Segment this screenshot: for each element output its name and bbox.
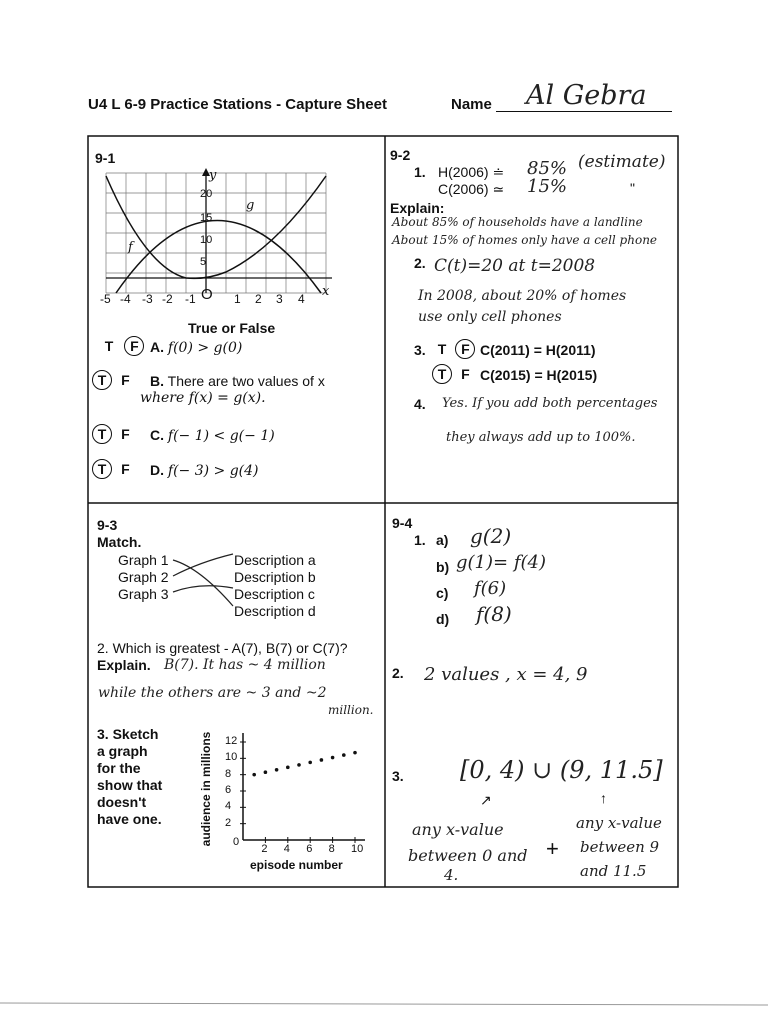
x-tick: 2 [255,292,262,306]
q3-left-2[interactable]: between 0 and [408,846,528,865]
tf-item-b-text: B. There are two values of x [150,373,325,389]
false-option[interactable]: F [121,461,130,477]
g-curve [116,221,321,294]
graph-f-label: f [128,240,133,255]
graph-x-label: x [322,284,330,299]
q2-answer-1[interactable]: B(7). It has ~ 4 million [164,657,326,673]
part-d-label: d) [436,611,450,627]
q3-left-1[interactable]: any x-value [412,820,504,839]
x-tick: -5 [100,292,111,306]
tf-item-a-text: A. f(0) > g(0) [150,339,243,356]
tf-item-b[interactable] [92,370,134,390]
explain-line-2[interactable]: About 15% of homes only have a cell phone [392,233,658,247]
q3-right-1[interactable]: any x-value [576,814,662,832]
arrow-2-icon: ↑ [600,790,607,806]
true-option-circled[interactable]: T [92,424,112,444]
x-tick: -4 [120,292,131,306]
y-tick-label: 10 [225,751,238,764]
x-tick: -2 [162,292,173,306]
section-9-1-label: 9-1 [95,150,116,166]
explain-label: Explain: [390,200,445,216]
match-label: Match. [97,534,142,550]
part-b-label: b) [436,559,450,575]
x-tick-label: 4 [283,843,290,855]
true-option[interactable]: T [104,338,114,354]
x-tick: 4 [298,292,305,306]
false-option-circled[interactable]: F [455,339,475,359]
graph-g-label: g [246,198,255,213]
name-label: Name [451,96,492,113]
y-tick-5: 5 [200,256,207,268]
part-a-answer[interactable]: g(2) [470,524,512,548]
tf-item-c[interactable] [92,424,134,444]
q3-right-2[interactable]: between 9 [580,838,660,856]
section-9-4-label: 9-4 [392,515,413,531]
true-option-circled[interactable]: T [92,370,112,390]
q2-question: 2. Which is greatest - A(7), B(7) or C(7)? [97,640,348,656]
q4-number: 4. [414,396,426,412]
graph-y-label: y [209,168,217,183]
q2-answer[interactable]: C(t)=20 at t=2008 [434,256,596,276]
graph-origin-label: O [201,286,213,303]
arrow-1-icon: ↗ [480,792,492,808]
y-tick-label: 2 [225,816,232,829]
q2-number: 2. [392,665,404,681]
y-tick-10: 10 [200,234,213,246]
false-option-circled[interactable]: F [124,336,144,356]
q1-number: 1. [414,164,426,180]
y-tick-20: 20 [200,188,213,200]
x-tick: -3 [142,292,153,306]
q3-number: 3. [414,342,426,358]
sketch-tick-labels [215,728,375,858]
q4-answer-2[interactable]: they always add up to 100%. [446,430,636,445]
origin-label: 0 [233,836,240,848]
description-a: Description a [234,552,316,568]
description-b: Description b [234,569,316,585]
match-lines [170,548,236,614]
part-a-label: a) [436,532,449,548]
x-tick: 3 [276,292,283,306]
y-tick-label: 12 [225,735,238,747]
q3-plus: + [546,836,559,861]
name-value[interactable]: Al Gebra [526,80,647,111]
tf-title: True or False [188,320,276,336]
q2-number: 2. [414,255,426,271]
graph-2-label: Graph 2 [118,569,169,585]
x-tick: 1 [234,292,241,306]
q3-right-3[interactable]: and 11.5 [580,862,647,880]
tf-item-a[interactable] [100,336,144,356]
part-c-label: c) [436,585,449,601]
explain-line-1[interactable]: About 85% of households have a landline [392,215,643,229]
tf-item-d-text: D. f(− 3) > g(4) [150,462,259,479]
q1-h-label: H(2006) ≐ [438,164,505,180]
q3-a-tf[interactable] [433,339,475,359]
q3-a-text: C(2011) = H(2011) [480,342,596,358]
description-d: Description d [234,603,316,619]
true-option[interactable]: T [437,341,447,357]
sketch-y-label: audience in millions [199,731,213,847]
false-option[interactable]: F [461,366,470,382]
q3-sketch-prompt: 3. Sketch a graph for the show that doesn't have one. [97,726,163,827]
q1-number: 1. [414,532,426,548]
sketch-x-label: episode number [250,858,343,872]
q2-explain-2[interactable]: use only cell phones [418,309,562,325]
q3-number: 3. [392,768,404,784]
section-9-3-label: 9-3 [97,517,118,533]
q3-left-3[interactable]: 4. [444,866,459,884]
tf-item-b-text-2: where f(x) = g(x). [140,390,266,406]
q4-answer-1[interactable]: Yes. If you add both percentages [442,396,658,411]
x-tick-label: 10 [351,843,364,855]
q3-answer[interactable]: [0, 4) ∪ (9, 11.5] [460,756,663,784]
true-option-circled[interactable]: T [432,364,452,384]
description-c: Description c [234,586,315,602]
q2-answer-3[interactable]: million. [328,703,374,717]
false-option[interactable]: F [121,372,130,388]
graph-1-label: Graph 1 [118,552,169,568]
y-tick-15: 15 [200,212,213,224]
page-title: U4 L 6-9 Practice Stations - Capture Sheet [88,96,387,113]
q1-ditto: " [630,180,635,196]
y-tick-label: 8 [225,767,232,780]
tf-item-c-text: C. f(− 1) < g(− 1) [150,427,275,444]
y-tick-label: 6 [225,784,232,796]
q1-c-label: C(2006) ≃ [438,181,505,197]
part-c-answer[interactable]: f(6) [474,578,507,599]
part-b-answer[interactable]: g(1)= f(4) [456,552,546,573]
false-option[interactable]: F [121,426,130,442]
q2-answer[interactable]: 2 values , x = 4, 9 [424,664,588,685]
tf-item-d[interactable] [92,459,134,479]
x-tick-label: 8 [328,843,335,855]
q3-b-text: C(2015) = H(2015) [480,367,598,383]
section-9-2-label: 9-2 [390,147,411,163]
explain-label: Explain. [97,657,151,673]
x-tick-label: 6 [306,843,313,855]
q1-h-answer[interactable]: 85% [527,158,568,179]
x-tick-label: 2 [261,843,268,855]
part-d-answer[interactable]: f(8) [476,602,512,626]
graph-3-label: Graph 3 [118,586,169,602]
q3-b-tf[interactable] [432,364,474,384]
q1-estimate-note: (estimate) [578,152,666,172]
true-option-circled[interactable]: T [92,459,112,479]
q1-c-answer[interactable]: 15% [527,176,568,197]
q2-answer-2[interactable]: while the others are ~ 3 and ~2 [98,685,327,701]
y-tick-label: 4 [225,800,232,813]
x-tick: -1 [185,292,196,306]
q2-explain-1[interactable]: In 2008, about 20% of homes [418,288,627,304]
